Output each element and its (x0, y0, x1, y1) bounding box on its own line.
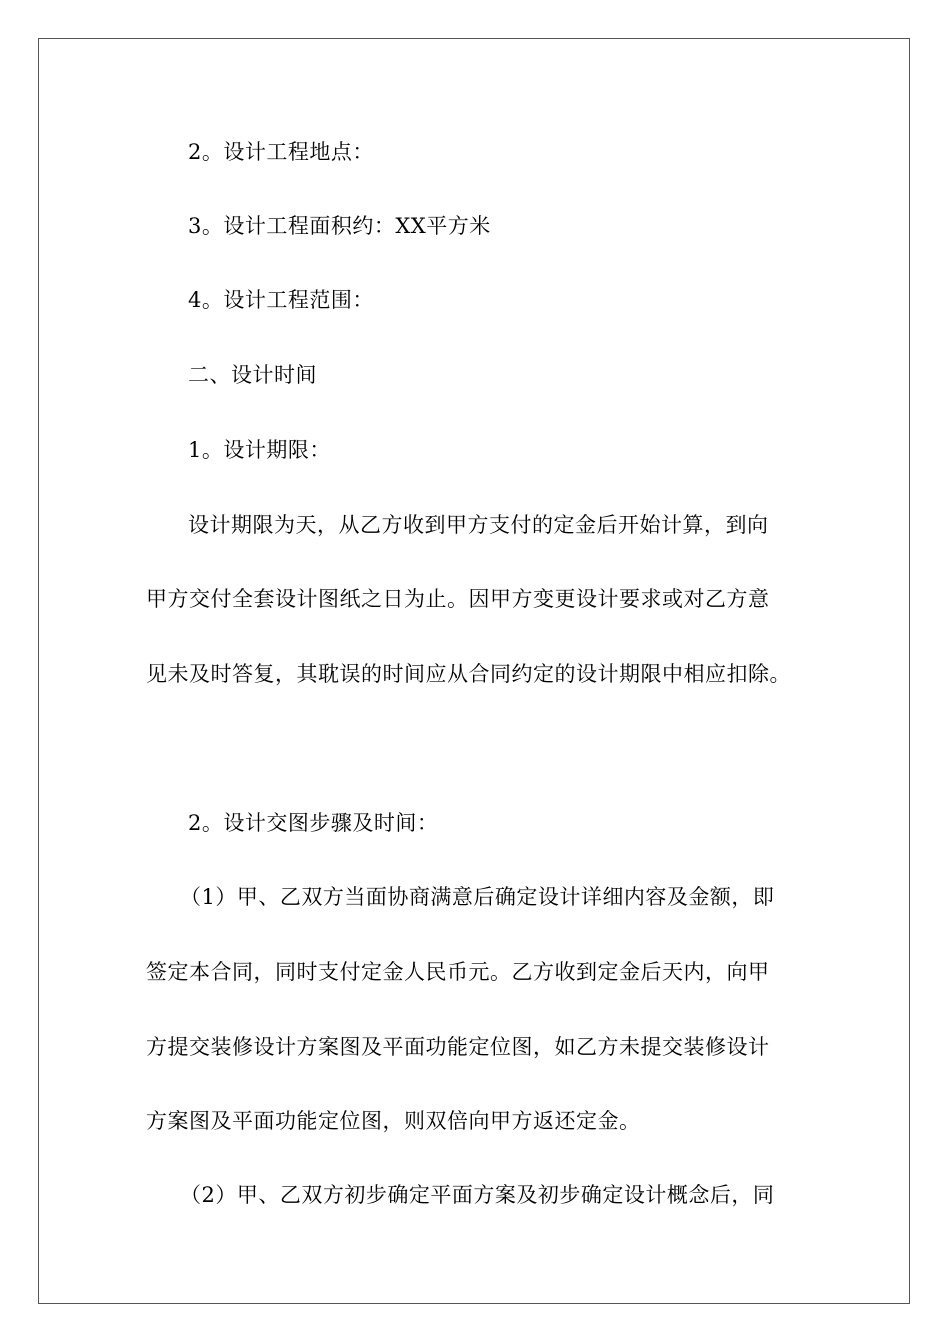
item-project-scope: 4。设计工程范围： (188, 288, 374, 312)
item-design-period: 1。设计期限： (188, 438, 331, 462)
paragraph-design-period-line-3: 见未及时答复，其耽误的时间应从合同约定的设计期限中相应扣除。 (146, 662, 791, 686)
paragraph-step-1-line-2: 签定本合同，同时支付定金人民币元。乙方收到定金后天内，向甲 (146, 960, 770, 984)
paragraph-step-2-line-1: （2）甲、乙双方初步确定平面方案及初步确定设计概念后，同 (180, 1183, 775, 1207)
paragraph-design-period-line-2: 甲方交付全套设计图纸之日为止。因甲方变更设计要求或对乙方意 (146, 587, 770, 611)
item-project-location: 2。设计工程地点： (188, 140, 374, 164)
section-heading-design-time: 二、设计时间 (188, 363, 317, 387)
paragraph-design-period-line-1: 设计期限为天，从乙方收到甲方支付的定金后开始计算，到向 (188, 513, 769, 537)
paragraph-step-1-line-3: 方提交装修设计方案图及平面功能定位图，如乙方未提交装修设计 (146, 1035, 770, 1059)
item-drawing-delivery-steps: 2。设计交图步骤及时间： (188, 811, 439, 835)
item-project-area: 3。设计工程面积约：XX平方米 (188, 214, 491, 238)
paragraph-step-1-line-1: （1）甲、乙双方当面协商满意后确定设计详细内容及金额，即 (180, 885, 775, 909)
paragraph-step-1-line-4: 方案图及平面功能定位图，则双倍向甲方返还定金。 (146, 1109, 641, 1133)
